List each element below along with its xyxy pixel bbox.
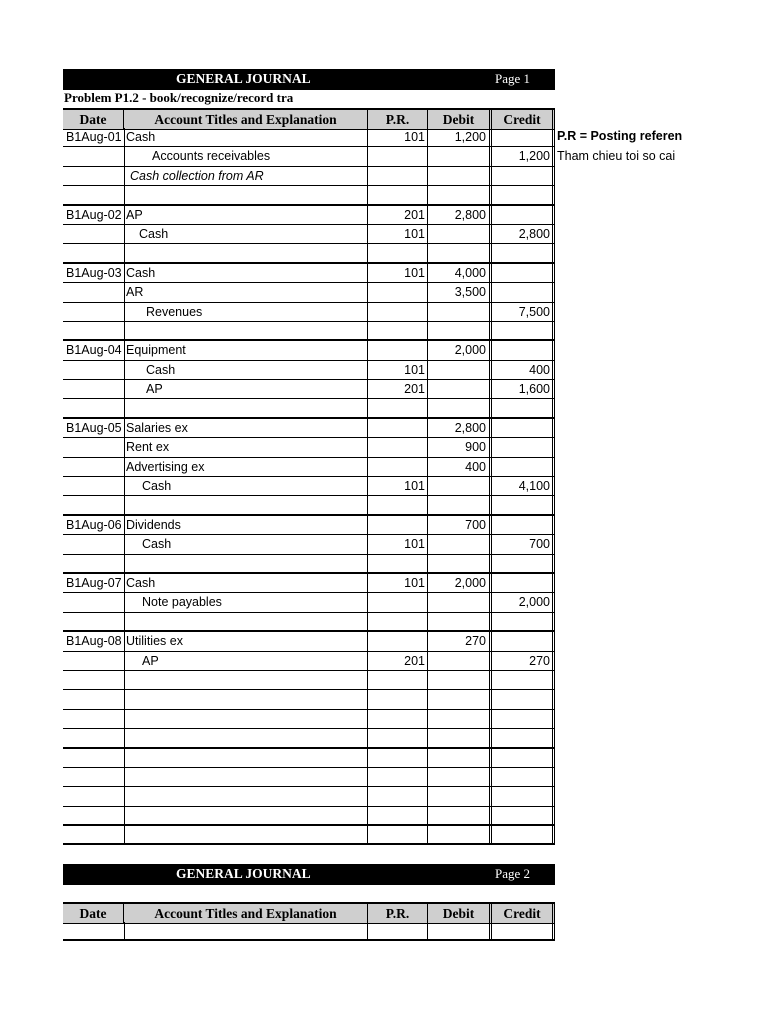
cell-pr[interactable]: 101 <box>368 574 428 592</box>
cell-date[interactable] <box>63 826 124 843</box>
table-row <box>63 690 555 709</box>
cell-account[interactable]: Note payables <box>124 593 368 611</box>
cell-credit[interactable] <box>492 419 555 437</box>
journal-entries-grid-page2 <box>63 922 555 941</box>
header-date[interactable]: Date <box>63 110 124 129</box>
table-row <box>63 729 555 748</box>
cell-credit[interactable]: 270 <box>492 652 555 670</box>
cell-credit[interactable] <box>492 555 555 572</box>
cell-credit[interactable] <box>492 458 555 476</box>
cell-date[interactable] <box>63 244 124 261</box>
cell-pr[interactable] <box>368 593 428 611</box>
table-row <box>63 496 555 515</box>
cell-pr[interactable] <box>368 186 428 203</box>
cell-debit[interactable] <box>428 826 492 843</box>
table-row <box>63 710 555 729</box>
cell-pr[interactable]: 201 <box>368 652 428 670</box>
cell-debit[interactable] <box>428 555 492 572</box>
header-debit[interactable]: Debit <box>428 110 492 129</box>
cell-pr[interactable]: 101 <box>368 361 428 379</box>
cell-date[interactable]: B1Aug-05 <box>66 420 122 435</box>
cell-account[interactable] <box>124 244 368 261</box>
table-row <box>63 341 555 360</box>
journal-title: GENERAL JOURNAL <box>176 866 311 881</box>
cell-debit[interactable] <box>428 244 492 261</box>
cell-pr[interactable] <box>368 147 428 165</box>
cell-debit[interactable]: 2,000 <box>428 574 492 592</box>
cell-account[interactable]: Accounts receivables <box>124 147 368 165</box>
header-account[interactable]: Account Titles and Explanation <box>124 904 368 923</box>
cell-pr[interactable] <box>368 749 428 767</box>
cell-date[interactable] <box>63 922 124 939</box>
cell-pr[interactable] <box>368 671 428 689</box>
cell-account[interactable] <box>124 710 368 728</box>
cell-date[interactable] <box>63 380 124 398</box>
cell-debit[interactable] <box>428 303 492 321</box>
cell-credit[interactable] <box>492 749 555 767</box>
cell-debit[interactable]: 1,200 <box>428 128 492 146</box>
cell-debit[interactable]: 400 <box>428 458 492 476</box>
cell-debit[interactable] <box>428 922 492 939</box>
cell-credit[interactable] <box>492 438 555 456</box>
cell-credit[interactable] <box>492 341 555 359</box>
table-row <box>63 167 555 186</box>
cell-debit[interactable]: 3,500 <box>428 283 492 301</box>
cell-pr[interactable]: 201 <box>368 380 428 398</box>
header-date[interactable]: Date <box>63 904 124 923</box>
cell-account[interactable]: Equipment <box>124 341 368 359</box>
table-row <box>63 535 555 554</box>
cell-credit[interactable] <box>492 516 555 534</box>
cell-debit[interactable] <box>428 361 492 379</box>
table-row <box>63 322 555 341</box>
table-row <box>63 399 555 418</box>
cell-date[interactable] <box>63 322 124 339</box>
page-number: Page 1 <box>494 71 530 86</box>
table-row <box>63 128 555 147</box>
cell-account[interactable] <box>124 613 368 630</box>
cell-pr[interactable] <box>368 710 428 728</box>
cell-account[interactable] <box>124 807 368 824</box>
cell-credit[interactable] <box>492 922 555 939</box>
page-number: Page 2 <box>494 866 530 881</box>
cell-date[interactable] <box>63 671 124 689</box>
cell-pr[interactable] <box>368 167 428 185</box>
cell-account[interactable]: Cash <box>124 225 368 243</box>
cell-account[interactable] <box>124 729 368 746</box>
cell-debit[interactable] <box>428 167 492 185</box>
cell-debit[interactable] <box>428 535 492 553</box>
cell-credit[interactable]: 2,000 <box>492 593 555 611</box>
cell-date[interactable] <box>63 458 124 476</box>
cell-credit[interactable] <box>492 574 555 592</box>
cell-date[interactable] <box>63 399 124 416</box>
cell-date[interactable] <box>63 167 124 185</box>
cell-account[interactable] <box>124 399 368 416</box>
cell-account[interactable]: Salaries ex <box>124 419 368 437</box>
cell-account[interactable]: Dividends <box>124 516 368 534</box>
cell-pr[interactable] <box>368 826 428 843</box>
cell-credit[interactable] <box>492 206 555 224</box>
cell-account[interactable]: AR <box>124 283 368 301</box>
cell-account[interactable]: Utilities ex <box>124 632 368 650</box>
cell-pr[interactable] <box>368 496 428 513</box>
pr-note-translation[interactable]: Tham chieu toi so cai <box>557 149 676 163</box>
cell-pr[interactable] <box>368 399 428 416</box>
cell-pr[interactable] <box>368 632 428 650</box>
cell-pr[interactable] <box>368 303 428 321</box>
cell-debit[interactable] <box>428 729 492 746</box>
cell-date[interactable] <box>63 729 124 746</box>
cell-account[interactable] <box>124 922 368 939</box>
cell-account[interactable]: Cash <box>124 574 368 592</box>
table-row <box>63 186 555 205</box>
table-row <box>63 574 555 593</box>
cell-debit[interactable]: 2,800 <box>428 206 492 224</box>
cell-date[interactable]: B1Aug-03 <box>66 265 122 280</box>
cell-pr[interactable] <box>368 516 428 534</box>
cell-debit[interactable]: 4,000 <box>428 264 492 282</box>
cell-date[interactable]: B1Aug-04 <box>66 343 122 358</box>
cell-date[interactable] <box>63 283 124 301</box>
cell-account[interactable]: AP <box>124 652 368 670</box>
header-account[interactable]: Account Titles and Explanation <box>124 110 368 129</box>
cell-debit[interactable]: 2,000 <box>428 341 492 359</box>
cell-date[interactable] <box>63 613 124 630</box>
cell-debit[interactable] <box>428 652 492 670</box>
cell-pr[interactable] <box>368 458 428 476</box>
cell-pr[interactable]: 101 <box>368 225 428 243</box>
cell-account[interactable] <box>124 671 368 689</box>
cell-debit[interactable] <box>428 225 492 243</box>
cell-pr[interactable] <box>368 787 428 805</box>
table-row <box>63 264 555 283</box>
cell-pr[interactable] <box>368 322 428 339</box>
cell-account[interactable] <box>124 749 368 767</box>
table-row <box>63 361 555 380</box>
cell-account[interactable]: Cash <box>124 264 368 282</box>
pr-note[interactable]: P.R = Posting referen <box>557 129 683 143</box>
journal-entries-grid <box>63 128 555 845</box>
cell-credit[interactable] <box>492 710 555 728</box>
cell-debit[interactable] <box>428 399 492 416</box>
cell-credit[interactable] <box>492 399 555 416</box>
cell-credit[interactable] <box>492 128 555 146</box>
journal-title: GENERAL JOURNAL <box>176 71 311 86</box>
table-row <box>63 458 555 477</box>
header-debit[interactable]: Debit <box>428 904 492 923</box>
cell-credit[interactable] <box>492 768 555 786</box>
journal-title-bar-page1 <box>63 69 555 90</box>
cell-account[interactable] <box>124 186 368 203</box>
table-row <box>63 380 555 399</box>
cell-date[interactable] <box>63 787 124 805</box>
cell-pr[interactable] <box>368 555 428 572</box>
cell-date[interactable] <box>63 225 124 243</box>
cell-debit[interactable] <box>428 380 492 398</box>
cell-credit[interactable]: 1,600 <box>492 380 555 398</box>
cell-credit[interactable] <box>492 807 555 824</box>
cell-account[interactable] <box>124 690 368 708</box>
cell-account[interactable]: Rent ex <box>124 438 368 456</box>
cell-debit[interactable] <box>428 186 492 203</box>
cell-pr[interactable]: 101 <box>368 264 428 282</box>
cell-debit[interactable] <box>428 477 492 495</box>
cell-credit[interactable]: 1,200 <box>492 147 555 165</box>
cell-account[interactable]: Cash <box>124 361 368 379</box>
cell-debit[interactable] <box>428 749 492 767</box>
cell-credit[interactable] <box>492 186 555 203</box>
table-row <box>63 671 555 690</box>
table-row <box>63 477 555 496</box>
cell-date[interactable]: B1Aug-02 <box>66 207 122 222</box>
cell-date[interactable] <box>63 186 124 203</box>
table-row <box>63 244 555 263</box>
cell-debit[interactable] <box>428 768 492 786</box>
cell-credit[interactable] <box>492 613 555 630</box>
cell-pr[interactable] <box>368 341 428 359</box>
cell-account[interactable] <box>124 787 368 805</box>
cell-credit[interactable] <box>492 729 555 746</box>
header-pr[interactable]: P.R. <box>368 110 428 129</box>
cell-debit[interactable] <box>428 671 492 689</box>
cell-pr[interactable] <box>368 613 428 630</box>
table-row <box>63 206 555 225</box>
cell-pr[interactable] <box>368 922 428 939</box>
table-row <box>63 593 555 612</box>
cell-credit[interactable] <box>492 632 555 650</box>
cell-debit[interactable] <box>428 613 492 630</box>
cell-credit[interactable] <box>492 787 555 805</box>
header-credit[interactable]: Credit <box>492 110 555 129</box>
table-row <box>63 516 555 535</box>
cell-debit[interactable]: 270 <box>428 632 492 650</box>
cell-credit[interactable] <box>492 283 555 301</box>
cell-date[interactable] <box>63 807 124 824</box>
table-row <box>63 419 555 438</box>
table-row <box>63 826 555 845</box>
cell-account[interactable] <box>124 555 368 572</box>
cell-debit[interactable]: 2,800 <box>428 419 492 437</box>
journal-title-bar-page2 <box>63 864 555 885</box>
cell-pr[interactable] <box>368 807 428 824</box>
cell-credit[interactable]: 2,800 <box>492 225 555 243</box>
cell-date[interactable] <box>63 147 124 165</box>
cell-account[interactable]: Revenues <box>124 303 368 321</box>
table-row <box>63 613 555 632</box>
cell-date[interactable] <box>63 652 124 670</box>
cell-pr[interactable] <box>368 244 428 261</box>
cell-credit[interactable]: 400 <box>492 361 555 379</box>
cell-account[interactable] <box>124 826 368 843</box>
cell-date[interactable]: B1Aug-07 <box>66 575 122 590</box>
cell-date[interactable] <box>63 303 124 321</box>
cell-debit[interactable] <box>428 710 492 728</box>
cell-credit[interactable] <box>492 496 555 513</box>
table-row <box>63 303 555 322</box>
cell-credit[interactable]: 7,500 <box>492 303 555 321</box>
cell-pr[interactable] <box>368 283 428 301</box>
cell-account[interactable] <box>124 322 368 339</box>
cell-debit[interactable] <box>428 147 492 165</box>
table-row <box>63 283 555 302</box>
cell-pr[interactable] <box>368 690 428 708</box>
header-pr[interactable]: P.R. <box>368 904 428 923</box>
cell-debit[interactable] <box>428 787 492 805</box>
table-row <box>63 807 555 826</box>
table-row <box>63 787 555 806</box>
cell-credit[interactable] <box>492 167 555 185</box>
cell-date[interactable] <box>63 768 124 786</box>
cell-credit[interactable] <box>492 264 555 282</box>
cell-debit[interactable] <box>428 322 492 339</box>
cell-pr[interactable]: 101 <box>368 128 428 146</box>
cell-pr[interactable]: 101 <box>368 477 428 495</box>
cell-credit[interactable] <box>492 322 555 339</box>
cell-account[interactable]: AP <box>124 380 368 398</box>
cell-date[interactable] <box>63 690 124 708</box>
cell-date[interactable] <box>63 710 124 728</box>
cell-credit[interactable]: 4,100 <box>492 477 555 495</box>
cell-pr[interactable] <box>368 419 428 437</box>
cell-date[interactable]: B1Aug-01 <box>66 130 122 144</box>
cell-account[interactable] <box>124 496 368 513</box>
cell-account[interactable]: Cash <box>124 477 368 495</box>
problem-label[interactable]: Problem P1.2 - book/recognize/record tra <box>64 90 294 105</box>
cell-pr[interactable]: 101 <box>368 535 428 553</box>
cell-account[interactable]: Cash <box>124 535 368 553</box>
cell-pr[interactable] <box>368 438 428 456</box>
cell-pr[interactable] <box>368 729 428 746</box>
journal-header-row-page2 <box>63 902 555 924</box>
cell-pr[interactable]: 201 <box>368 206 428 224</box>
header-credit[interactable]: Credit <box>492 904 555 923</box>
cell-account[interactable]: Cash <box>124 128 368 146</box>
cell-credit[interactable] <box>492 826 555 843</box>
cell-date[interactable] <box>63 477 124 495</box>
table-row <box>63 147 555 166</box>
cell-debit[interactable]: 900 <box>428 438 492 456</box>
cell-date[interactable] <box>63 361 124 379</box>
journal-header-row-page1 <box>63 108 555 130</box>
cell-date[interactable] <box>63 438 124 456</box>
cell-debit[interactable]: 700 <box>428 516 492 534</box>
cell-debit[interactable] <box>428 690 492 708</box>
cell-date[interactable] <box>63 593 124 611</box>
cell-date[interactable]: B1Aug-08 <box>66 634 122 649</box>
table-row <box>63 225 555 244</box>
cell-account[interactable]: Cash collection from AR <box>124 167 368 185</box>
table-row <box>63 438 555 457</box>
cell-date[interactable] <box>63 555 124 572</box>
cell-debit[interactable] <box>428 496 492 513</box>
table-row <box>63 922 555 941</box>
table-row <box>63 632 555 651</box>
cell-credit[interactable] <box>492 244 555 261</box>
cell-date[interactable] <box>63 535 124 553</box>
cell-account[interactable] <box>124 768 368 786</box>
cell-account[interactable]: Advertising ex <box>124 458 368 476</box>
cell-debit[interactable] <box>428 593 492 611</box>
table-row <box>63 749 555 768</box>
cell-date[interactable]: B1Aug-06 <box>66 517 122 532</box>
table-row <box>63 555 555 574</box>
table-row <box>63 768 555 787</box>
cell-date[interactable] <box>63 749 124 767</box>
cell-debit[interactable] <box>428 807 492 824</box>
cell-pr[interactable] <box>368 768 428 786</box>
cell-credit[interactable] <box>492 671 555 689</box>
cell-account[interactable]: AP <box>124 206 368 224</box>
cell-credit[interactable] <box>492 690 555 708</box>
cell-credit[interactable]: 700 <box>492 535 555 553</box>
cell-date[interactable] <box>63 496 124 513</box>
table-row <box>63 652 555 671</box>
